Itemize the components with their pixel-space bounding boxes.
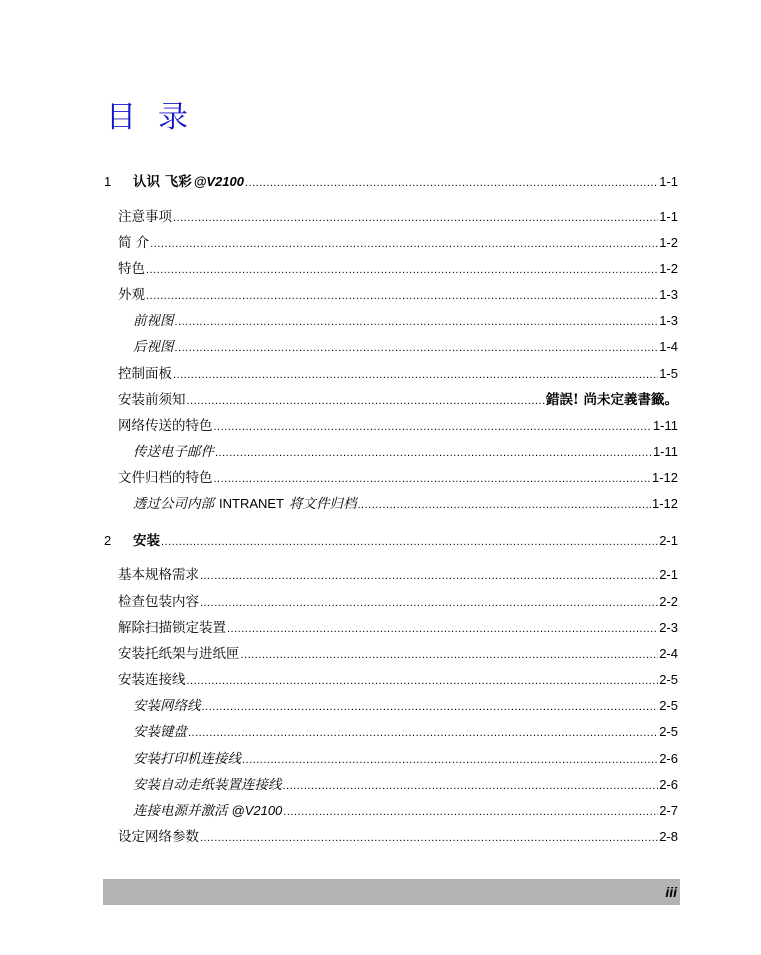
toc-leader-dots bbox=[214, 473, 651, 486]
toc-leader-dots bbox=[200, 597, 658, 610]
toc-page-number: 2-3 bbox=[659, 620, 678, 635]
toc-entry-label: 后视图 bbox=[133, 339, 174, 355]
toc-entry[interactable] bbox=[118, 261, 678, 277]
toc-page-number: 1-12 bbox=[651, 470, 678, 485]
toc-subentry[interactable] bbox=[133, 777, 678, 793]
toc-chapter-number: 1 bbox=[104, 174, 112, 189]
toc-chapter-number: 2 bbox=[104, 533, 112, 548]
toc-entry-label: 基本规格需求 bbox=[118, 567, 199, 583]
toc-leader-dots bbox=[200, 832, 658, 845]
toc-page-number: 2-8 bbox=[659, 829, 678, 844]
toc-page-number: 1-3 bbox=[659, 287, 678, 302]
toc-entry-label: 安装托纸架与进纸匣 bbox=[118, 646, 240, 662]
toc-entry-label: 安装前须知 bbox=[118, 392, 186, 408]
toc-entry-label: 安装自动走纸装置连接线 bbox=[133, 777, 282, 793]
toc-chapter-1[interactable] bbox=[104, 174, 678, 190]
toc-entry-label: 前视图 bbox=[133, 313, 174, 329]
toc-leader-dots bbox=[200, 570, 658, 583]
page-title-part2: 录 bbox=[158, 100, 188, 135]
toc-entry[interactable] bbox=[118, 287, 678, 303]
toc-leader-dots bbox=[146, 290, 658, 303]
toc-entry-label: 将文件归档 bbox=[289, 496, 357, 512]
toc-entry-label: 外观 bbox=[118, 287, 145, 303]
toc-page-number: 2-1 bbox=[659, 533, 678, 548]
toc-page-number: 1-2 bbox=[659, 235, 678, 250]
toc-leader-dots bbox=[242, 754, 658, 767]
toc-entry-ascii: INTRANET bbox=[219, 496, 284, 511]
toc-subentry[interactable] bbox=[133, 444, 678, 460]
toc-page-number: 2-2 bbox=[659, 594, 678, 609]
toc-subentry[interactable] bbox=[133, 313, 678, 329]
toc-entry-label: 安装网络线 bbox=[133, 698, 201, 714]
toc-entry-brand: @V2100 bbox=[193, 174, 244, 189]
toc-entry-label: 安装打印机连接线 bbox=[133, 751, 241, 767]
toc-entry[interactable] bbox=[118, 567, 678, 583]
toc-entry-label: 连接电源并激活 bbox=[133, 803, 228, 819]
toc-entry-ascii: @V2100 bbox=[231, 803, 283, 818]
toc-entry-label: 认识 飞彩 bbox=[133, 174, 192, 190]
toc-page-number: 2-5 bbox=[659, 672, 678, 687]
toc-leader-dots bbox=[146, 264, 658, 277]
toc-leader-dots bbox=[173, 212, 658, 225]
toc-leader-dots bbox=[215, 447, 652, 460]
toc-entry-label: 安装 bbox=[133, 533, 160, 549]
toc-leader-dots bbox=[358, 499, 651, 512]
toc-page-number: 2-6 bbox=[659, 777, 678, 792]
toc-entry-label: 检查包装内容 bbox=[118, 594, 199, 610]
toc-leader-dots bbox=[188, 727, 658, 740]
toc-entry[interactable] bbox=[118, 418, 678, 434]
toc-entry[interactable] bbox=[118, 392, 678, 408]
toc-entry[interactable] bbox=[118, 209, 678, 225]
toc-leader-dots bbox=[173, 369, 658, 382]
toc-page-number: 1-1 bbox=[659, 209, 678, 224]
toc-entry[interactable] bbox=[118, 594, 678, 610]
toc-entry-label: 透过公司内部 bbox=[133, 496, 214, 512]
toc-entry-label: 简 介 bbox=[118, 235, 150, 251]
toc-entry[interactable] bbox=[118, 829, 678, 845]
toc-page-number: 1-11 bbox=[652, 418, 678, 433]
toc-entry[interactable] bbox=[118, 235, 678, 251]
footer-bar bbox=[103, 879, 680, 905]
toc-subentry[interactable] bbox=[133, 724, 678, 740]
toc-entry[interactable] bbox=[118, 470, 678, 486]
toc-leader-dots bbox=[283, 806, 658, 819]
toc-leader-dots bbox=[202, 701, 659, 714]
toc-page-number: 1-12 bbox=[651, 496, 678, 511]
toc-entry-label: 特色 bbox=[118, 261, 145, 277]
toc-subentry[interactable] bbox=[133, 698, 678, 714]
toc-leader-dots bbox=[214, 421, 652, 434]
toc-page-number: 2-6 bbox=[659, 751, 678, 766]
toc-error-message: 錯誤! 尚未定義書籤。 bbox=[545, 392, 678, 408]
toc-entry-label: 解除扫描锁定装置 bbox=[118, 620, 226, 636]
page-title-part1: 目 bbox=[106, 100, 136, 135]
toc-entry-label: 控制面板 bbox=[118, 366, 172, 382]
toc-page-number: 2-7 bbox=[659, 803, 678, 818]
toc-leader-dots bbox=[175, 342, 659, 355]
toc-chapter-2[interactable] bbox=[104, 533, 678, 549]
toc-entry-label: 文件归档的特色 bbox=[118, 470, 213, 486]
toc-page-number: 2-4 bbox=[659, 646, 678, 661]
page-title bbox=[106, 92, 188, 136]
toc-page-number: 1-3 bbox=[659, 313, 678, 328]
toc-subentry[interactable] bbox=[133, 496, 678, 512]
toc-page-number: 2-5 bbox=[659, 698, 678, 713]
toc-page-number: 2-5 bbox=[659, 724, 678, 739]
toc-leader-dots bbox=[283, 780, 659, 793]
toc-leader-dots bbox=[245, 177, 658, 190]
toc-entry-label: 安装连接线 bbox=[118, 672, 186, 688]
toc-leader-dots bbox=[175, 316, 659, 329]
toc-entry-label: 安装键盘 bbox=[133, 724, 187, 740]
toc-leader-dots bbox=[227, 623, 658, 636]
toc-entry[interactable] bbox=[118, 620, 678, 636]
toc-page-number: 1-5 bbox=[659, 366, 678, 381]
toc-entry-label: 传送电子邮件 bbox=[133, 444, 214, 460]
toc-leader-dots bbox=[187, 675, 659, 688]
toc-entry-label: 网络传送的特色 bbox=[118, 418, 213, 434]
toc-leader-dots bbox=[187, 395, 545, 408]
toc-entry[interactable] bbox=[118, 672, 678, 688]
toc-entry[interactable] bbox=[118, 646, 678, 662]
toc-page-number: 1-11 bbox=[652, 444, 678, 459]
toc-subentry[interactable] bbox=[133, 339, 678, 355]
toc-page-number: 2-1 bbox=[659, 567, 678, 582]
toc-page-number: 1-2 bbox=[659, 261, 678, 276]
toc-subentry[interactable] bbox=[133, 751, 678, 767]
toc-page-number: 1-4 bbox=[659, 339, 678, 354]
toc-leader-dots bbox=[241, 649, 659, 662]
toc-leader-dots bbox=[150, 238, 658, 251]
toc-leader-dots bbox=[161, 536, 658, 549]
toc-page-number: 1-1 bbox=[659, 174, 678, 189]
toc-entry[interactable] bbox=[118, 366, 678, 382]
footer-page-number: iii bbox=[665, 884, 677, 900]
toc-subentry[interactable] bbox=[133, 803, 678, 819]
toc-entry-label: 注意事项 bbox=[118, 209, 172, 225]
toc-entry-label: 设定网络参数 bbox=[118, 829, 199, 845]
